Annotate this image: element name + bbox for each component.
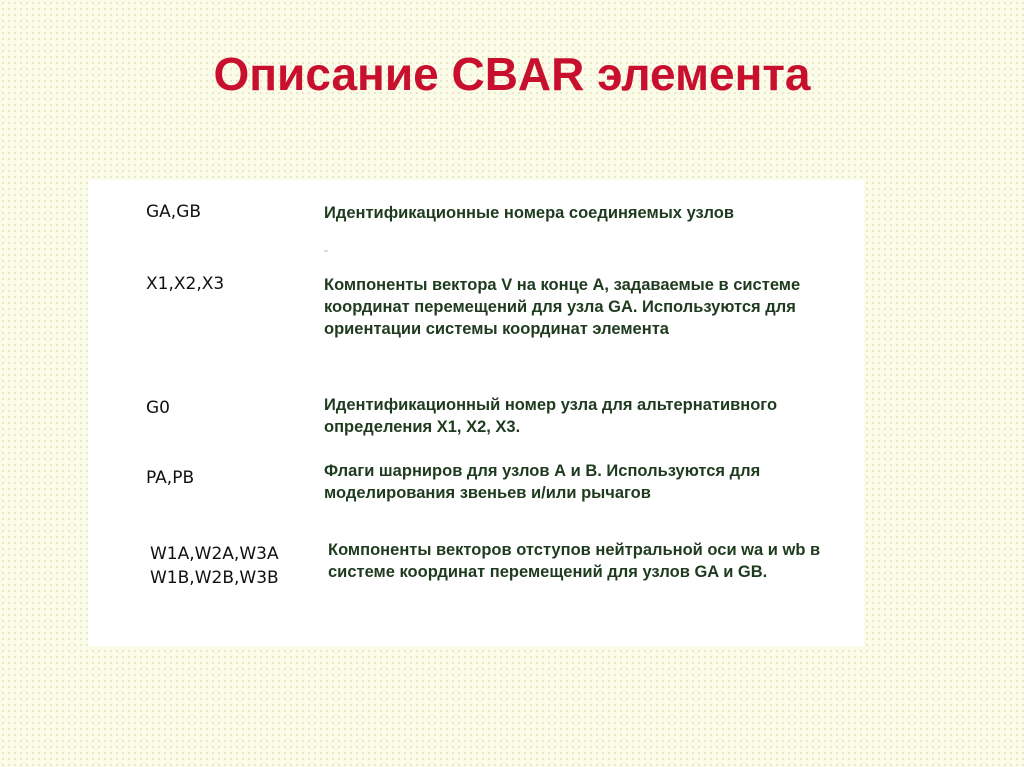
desc-g0: Идентификационный номер узла для альтернативного определения X1, X2, X3. — [324, 396, 778, 436]
parameter-table — [88, 180, 864, 646]
param-x1-x2-x3: X1,X2,X3 — [146, 274, 225, 294]
param-g0: G0 — [146, 398, 170, 418]
param-ga-gb: GA,GB — [146, 202, 202, 222]
desc-x1-x2-x3: Компоненты вектора V на конце А, задаваемые в системе координат перемещений для узла GA. Используются для ориентации системы координат элемента — [324, 276, 801, 338]
desc-pa-pb: Флаги шарниров для узлов А и В. Используются для моделирования звеньев и/или рычагов — [324, 462, 761, 502]
slide-title: Описание CBAR элемента — [213, 48, 811, 100]
param-w-offsets: W1A,W2A,W3A W1B,W2B,W3B — [150, 544, 279, 588]
desc-ga-gb: Идентификационные номера соединяемых узлов — [324, 204, 735, 222]
row-divider — [324, 250, 328, 252]
param-pa-pb: PA,PB — [146, 468, 195, 488]
desc-w-offsets: Компоненты векторов отступов нейтральной оси wa и wb в системе координат перемещений для узлов GA и GB. — [328, 541, 821, 581]
